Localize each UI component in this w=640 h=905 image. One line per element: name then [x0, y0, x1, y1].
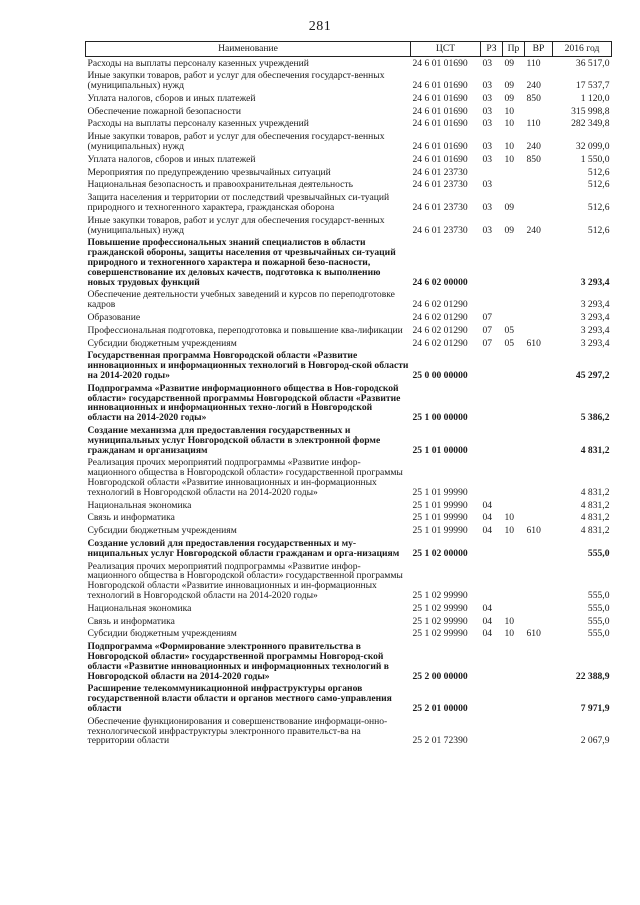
row-cst: 24 6 01 01690 [412, 105, 468, 117]
row-name: Иные закупки товаров, работ и услуг для обеспечения государст-венных (муниципальных) нужд [87, 131, 385, 153]
row-amount: 512,6 [587, 202, 610, 214]
row-rz: 04 [482, 602, 493, 614]
row-vr: 850 [526, 153, 541, 165]
table-row [86, 166, 612, 179]
row-pr [503, 382, 525, 424]
row-name: Защита населения и территории от последствий чрезвычайных си-туаций природного и техногенного характера, гражданская оборона [87, 192, 390, 214]
row-vr: 610 [526, 337, 541, 349]
row-cst: 25 1 00 00000 [412, 412, 468, 424]
row-amount: 3 293,4 [580, 276, 610, 288]
row-pr [503, 499, 525, 512]
row-rz [481, 382, 503, 424]
row-pr: 10 [504, 141, 515, 153]
row-vr [525, 602, 553, 615]
row-amount: 555,0 [587, 547, 610, 559]
table-row [86, 92, 612, 105]
table-header-row [86, 42, 612, 57]
row-amount: 282 349,8 [571, 118, 610, 130]
row-vr: 610 [526, 628, 541, 640]
row-amount: 1 120,0 [580, 92, 610, 104]
table-row [86, 512, 612, 525]
row-name: Иные закупки товаров, работ и услуг для обеспечения государст-венных (муниципальных) нужд [87, 214, 385, 236]
row-name: Подпрограмма «Развитие информационного общества в Нов-городской области» государственной программы Новгородской области «Развитие инновационных и информационных техно-логий в Новгородской области на 2014-2020 годы» [87, 382, 401, 424]
row-rz [481, 560, 503, 602]
table-row [86, 105, 612, 118]
row-vr [525, 512, 553, 525]
table-row [86, 70, 612, 93]
row-vr [525, 166, 553, 179]
table-row [86, 57, 612, 70]
row-name: Расходы на выплаты персоналу казенных учреждений [87, 57, 309, 69]
row-rz: 03 [482, 105, 493, 117]
header-year: 2016 год [553, 42, 612, 57]
row-name: Иные закупки товаров, работ и услуг для обеспечения государст-венных (муниципальных) нужд [87, 70, 385, 92]
row-cst: 24 6 01 01690 [412, 118, 468, 130]
table-row [86, 350, 612, 382]
row-amount: 22 388,9 [575, 670, 610, 682]
row-cst: 24 6 02 01290 [412, 312, 468, 324]
row-vr: 240 [526, 141, 541, 153]
row-amount: 3 293,4 [580, 299, 610, 311]
row-name: Мероприятия по предупреждению чрезвычайных ситуаций [87, 166, 331, 178]
row-cst: 24 6 01 01690 [412, 153, 468, 165]
row-cst: 25 1 01 99990 [412, 499, 468, 511]
row-pr [503, 641, 525, 683]
row-amount: 7 971,9 [580, 702, 610, 714]
row-pr [503, 289, 525, 312]
row-name: Уплата налогов, сборов и иных платежей [87, 153, 256, 165]
row-name: Национальная экономика [87, 602, 192, 614]
row-cst: 25 2 00 00000 [412, 670, 468, 682]
row-cst: 25 0 00 00000 [412, 370, 468, 382]
row-vr [525, 192, 553, 215]
row-name: Создание механизма для предоставления государственных и муниципальных услуг Новгородской области в электронной форме гражданам и организациям [87, 425, 381, 456]
page-number: 281 [308, 19, 332, 34]
row-amount: 4 831,2 [580, 444, 610, 456]
row-name: Образование [87, 312, 141, 324]
row-rz: 04 [482, 615, 493, 627]
row-name: Реализация прочих мероприятий подпрограммы «Развитие инфор-мационного общества в Новгородской области» государственной программы Новгородской области «Развитие инновационных и ин-формационных технологий в Новгородской области на 2014-2020 годы» [87, 560, 403, 601]
table-row [86, 615, 612, 628]
row-amount: 555,0 [587, 628, 610, 640]
row-amount: 512,6 [587, 179, 610, 191]
row-rz: 04 [482, 512, 493, 524]
row-cst: 25 1 02 99990 [412, 628, 468, 640]
row-rz [481, 166, 503, 179]
row-pr: 05 [504, 324, 515, 336]
row-pr: 10 [504, 525, 515, 537]
row-rz: 07 [482, 337, 493, 349]
row-vr [525, 499, 553, 512]
table-row [86, 131, 612, 154]
row-amount: 512,6 [587, 166, 610, 178]
table-body [86, 57, 612, 748]
row-name: Связь и информатика [87, 615, 175, 627]
row-vr [525, 560, 553, 602]
table-row [86, 683, 612, 715]
row-amount: 4 831,2 [580, 499, 610, 511]
row-vr [525, 350, 553, 382]
row-cst: 24 6 01 23730 [412, 224, 468, 236]
row-vr [525, 179, 553, 192]
row-amount: 512,6 [587, 224, 610, 236]
table-row [86, 214, 612, 237]
row-pr: 10 [504, 628, 515, 640]
row-cst: 24 6 02 00000 [412, 276, 468, 288]
row-amount: 3 293,4 [580, 337, 610, 349]
row-rz: 04 [482, 499, 493, 511]
row-cst: 25 2 01 00000 [412, 702, 468, 714]
row-cst: 24 6 01 01690 [412, 80, 468, 92]
row-amount: 555,0 [587, 589, 610, 601]
row-vr [525, 324, 553, 337]
row-vr: 110 [526, 57, 541, 69]
row-pr [503, 350, 525, 382]
row-cst: 24 6 02 01290 [412, 299, 468, 311]
table-row [86, 425, 612, 457]
row-cst: 24 6 01 01690 [412, 141, 468, 153]
table-row [86, 641, 612, 683]
row-rz: 03 [482, 179, 493, 191]
header-cst: ЦСТ [411, 42, 481, 57]
table-row [86, 324, 612, 337]
table-row [86, 602, 612, 615]
table-row [86, 153, 612, 166]
row-rz: 03 [482, 141, 493, 153]
table-row [86, 628, 612, 641]
row-pr [503, 537, 525, 560]
table-row [86, 118, 612, 131]
table-row [86, 537, 612, 560]
row-vr: 110 [526, 118, 541, 130]
row-name: Создание условий для предоставления государственных и му-ниципальных услуг Новгородской области гражданам и орга-низациям [87, 537, 400, 559]
row-pr [503, 602, 525, 615]
row-vr [525, 105, 553, 118]
row-cst: 25 1 01 99990 [412, 525, 468, 537]
table-row [86, 715, 612, 747]
row-cst: 25 1 01 99990 [412, 486, 468, 498]
row-rz: 07 [482, 324, 493, 336]
row-rz [481, 715, 503, 747]
row-vr [525, 457, 553, 499]
row-cst: 25 2 01 72390 [412, 735, 468, 747]
row-name: Расходы на выплаты персоналу казенных учреждений [87, 118, 309, 130]
row-amount: 3 293,4 [580, 312, 610, 324]
row-rz: 03 [482, 92, 493, 104]
table-row [86, 457, 612, 499]
header-rz: РЗ [481, 42, 503, 57]
table-row [86, 237, 612, 289]
header-name: Наименование [86, 42, 411, 57]
row-name: Субсидии бюджетным учреждениям [87, 628, 237, 640]
header-pr: Пр [503, 42, 525, 57]
row-rz: 03 [482, 118, 493, 130]
row-cst: 24 6 01 01690 [412, 92, 468, 104]
row-pr: 05 [504, 337, 515, 349]
row-pr: 10 [504, 153, 515, 165]
row-name: Государственная программа Новгородской области «Развитие инновационных и информационных технологий в Новгород-ской области на 2014-2020 годы» [87, 350, 409, 382]
row-name: Реализация прочих мероприятий подпрограммы «Развитие инфор-мационного общества в Новгородской области» государственной программы Новгородской области «Развитие инновационных и ин-формационных технологий в Новгородской области на 2014-2020 годы» [87, 457, 403, 498]
row-rz: 04 [482, 525, 493, 537]
row-pr: 09 [504, 202, 515, 214]
row-name: Профессиональная подготовка, переподготовка и повышение ква-лификации [87, 324, 403, 336]
row-name: Расширение телекоммуникационной инфраструктуры органов государственной власти области и органов местного само-управления области [87, 683, 392, 714]
row-rz: 07 [482, 312, 493, 324]
row-rz [481, 425, 503, 457]
row-rz: 03 [482, 80, 493, 92]
row-vr [525, 382, 553, 424]
row-name: Подпрограмма «Формирование электронного правительства в Новгородской области» государственной программы Новгород-ской области «Развитие инновационных и информационных технологий в Новгородской области на 2014-2020 годы» [87, 641, 389, 682]
row-rz: 03 [482, 57, 493, 69]
row-name: Обеспечение функционирования и совершенствование информаци-онно-технологической инфраструктуры электронного правительст-ва на территории области [87, 715, 388, 747]
row-vr [525, 289, 553, 312]
row-amount: 4 831,2 [580, 525, 610, 537]
row-rz [481, 683, 503, 715]
row-amount: 32 099,0 [575, 141, 610, 153]
table-row [86, 337, 612, 350]
row-pr [503, 425, 525, 457]
table-row [86, 525, 612, 538]
row-name: Повышение профессиональных знаний специалистов в области гражданской обороны, защиты населения от чрезвычайных си-туаций природного и техногенного характера и пожарной безо-пасности, совершенствование их деловых качеств, подготовка к выполнению новых трудовых функций [87, 237, 396, 288]
row-pr [503, 166, 525, 179]
row-cst: 25 1 02 00000 [412, 547, 468, 559]
row-cst: 24 6 01 23730 [412, 179, 468, 191]
row-vr [525, 641, 553, 683]
row-vr: 240 [526, 80, 541, 92]
row-rz [481, 641, 503, 683]
table-row [86, 499, 612, 512]
row-pr [503, 179, 525, 192]
row-amount: 45 297,2 [575, 370, 610, 382]
row-cst: 25 1 01 00000 [412, 444, 468, 456]
table-row [86, 382, 612, 424]
row-pr [503, 683, 525, 715]
row-name: Субсидии бюджетным учреждениям [87, 525, 237, 537]
row-pr: 10 [504, 512, 515, 524]
budget-table [85, 41, 612, 748]
row-amount: 36 517,0 [575, 57, 610, 69]
row-cst: 25 1 01 99990 [412, 512, 468, 524]
row-amount: 315 998,8 [571, 105, 610, 117]
row-pr: 09 [504, 57, 515, 69]
row-vr [525, 425, 553, 457]
row-vr [525, 683, 553, 715]
table-row [86, 289, 612, 312]
row-cst: 25 1 02 99990 [412, 602, 468, 614]
row-amount: 555,0 [587, 602, 610, 614]
row-amount: 555,0 [587, 615, 610, 627]
row-rz: 04 [482, 628, 493, 640]
row-amount: 5 386,2 [580, 412, 610, 424]
row-pr: 09 [504, 224, 515, 236]
row-pr: 09 [504, 80, 515, 92]
row-cst: 25 1 02 99990 [412, 589, 468, 601]
row-name: Субсидии бюджетным учреждениям [87, 337, 237, 349]
row-pr [503, 457, 525, 499]
row-cst: 24 6 02 01290 [412, 337, 468, 349]
row-rz [481, 537, 503, 560]
row-pr [503, 237, 525, 289]
row-rz [481, 457, 503, 499]
row-amount: 4 831,2 [580, 512, 610, 524]
row-pr: 10 [504, 615, 515, 627]
table-row [86, 560, 612, 602]
row-pr [503, 312, 525, 325]
row-name: Уплата налогов, сборов и иных платежей [87, 92, 256, 104]
row-vr [525, 537, 553, 560]
row-vr [525, 237, 553, 289]
row-cst: 24 6 01 23730 [412, 166, 468, 178]
row-name: Национальная экономика [87, 499, 192, 511]
row-vr: 610 [526, 525, 541, 537]
row-vr: 240 [526, 224, 541, 236]
row-amount: 2 067,9 [580, 735, 610, 747]
row-amount: 3 293,4 [580, 324, 610, 336]
row-amount: 4 831,2 [580, 486, 610, 498]
row-cst: 25 1 02 99990 [412, 615, 468, 627]
row-pr [503, 715, 525, 747]
row-cst: 24 6 01 01690 [412, 57, 468, 69]
table-row [86, 179, 612, 192]
row-vr [525, 715, 553, 747]
row-vr [525, 312, 553, 325]
row-rz: 03 [482, 224, 493, 236]
header-vr: ВР [525, 42, 553, 57]
row-vr: 850 [526, 92, 541, 104]
table-row [86, 312, 612, 325]
row-rz [481, 289, 503, 312]
row-rz: 03 [482, 202, 493, 214]
row-pr: 09 [504, 92, 515, 104]
row-name: Обеспечение пожарной безопасности [87, 105, 242, 117]
row-vr [525, 615, 553, 628]
row-pr [503, 560, 525, 602]
row-cst: 24 6 02 01290 [412, 324, 468, 336]
row-rz [481, 237, 503, 289]
row-pr: 10 [504, 118, 515, 130]
row-cst: 24 6 01 23730 [412, 202, 468, 214]
row-pr: 10 [504, 105, 515, 117]
row-amount: 1 550,0 [580, 153, 610, 165]
row-name: Обеспечение деятельности учебных заведений и курсов по переподготовке кадров [87, 289, 395, 311]
row-amount: 17 537,7 [575, 80, 610, 92]
row-rz: 03 [482, 153, 493, 165]
row-name: Национальная безопасность и правоохранительная деятельность [87, 179, 353, 191]
row-rz [481, 350, 503, 382]
table-row [86, 192, 612, 215]
row-name: Связь и информатика [87, 512, 175, 524]
